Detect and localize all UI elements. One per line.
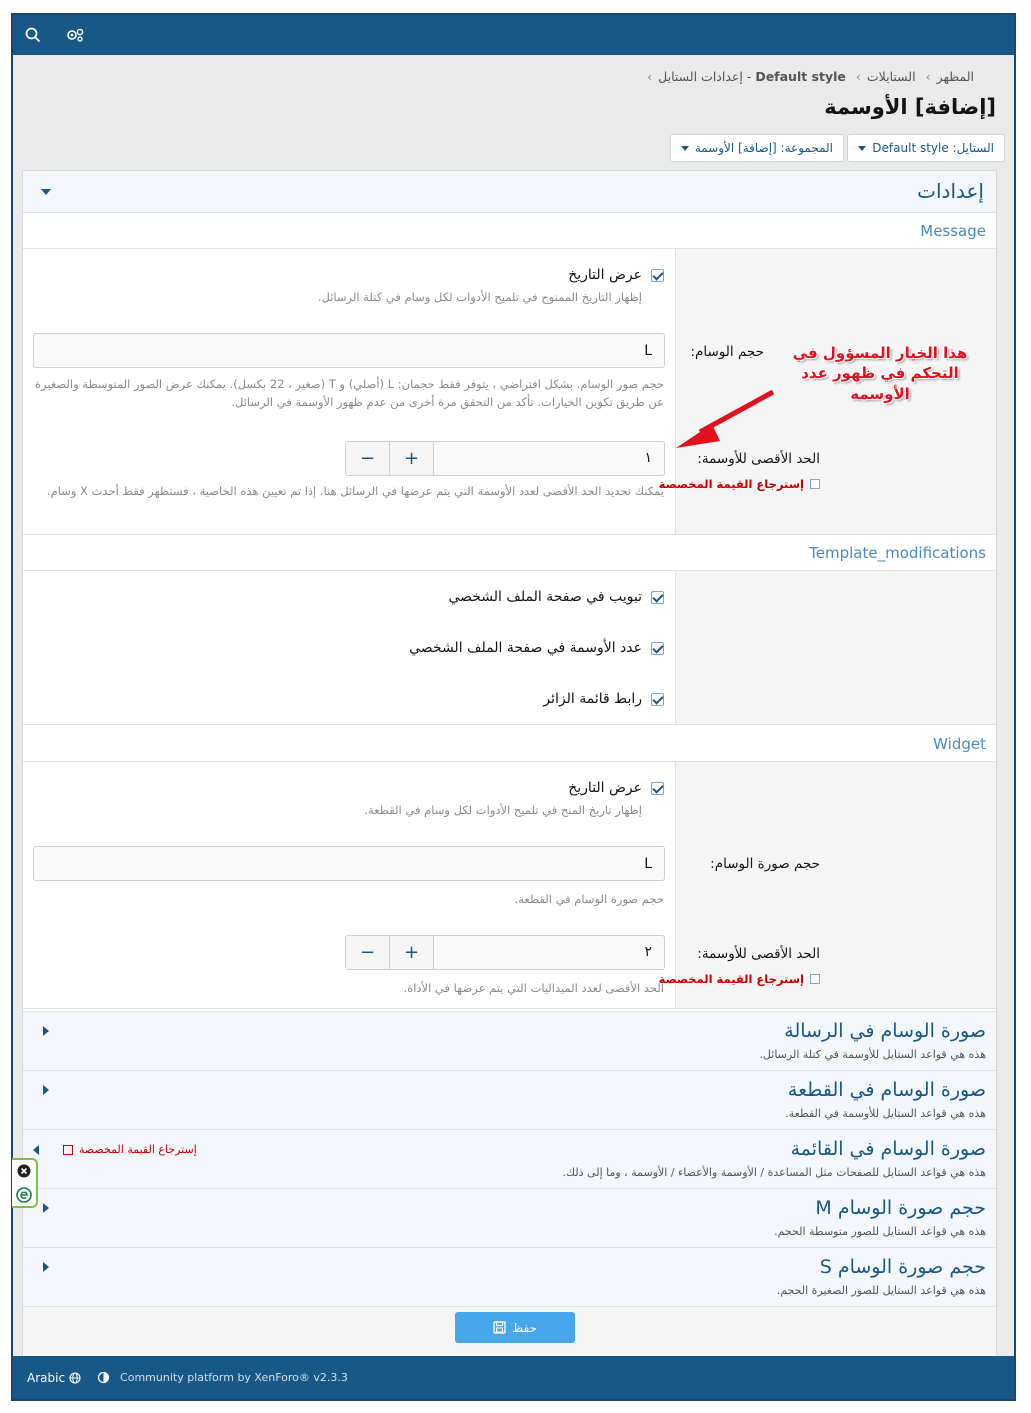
widget-max-stepper[interactable] [345,935,665,970]
message-max-label: الحد الأقصى للأوسمة: [697,451,820,467]
save-button[interactable] [455,1312,575,1343]
group-list-badge-image[interactable] [23,1129,996,1188]
widget-max-value: ٢ [644,944,652,960]
message-max-stepper[interactable] [345,441,665,476]
page-title: [إضافة] الأوسمة [824,95,996,119]
gears-icon[interactable] [65,25,85,45]
widget-max-restore[interactable] [659,972,820,986]
section-title-message: Message [920,222,986,240]
breadcrumb: المظهر› الستايلات› Default style - إعدادات الستايل› [647,69,974,84]
message-show-date-checkbox[interactable] [651,269,664,282]
annotation-text: هذا الخيار المسؤول في التحكم في ظهور عدد الأوسمه [792,344,968,403]
chevron-down-icon [858,146,866,151]
floating-side-widget[interactable] [12,1158,38,1208]
chevron-down-icon [681,146,689,151]
search-icon[interactable] [23,25,43,45]
widget-options-row [23,762,996,1009]
group-filter-button[interactable] [670,134,844,162]
chevron-right-icon[interactable] [43,1026,49,1036]
settings-block-header[interactable] [23,171,996,213]
app-window [11,13,1016,1401]
restore-checkbox[interactable] [63,1145,73,1155]
group-description: هذه هي قواعد الستايل للصور الصغيرة الحجم. [776,1284,986,1297]
group-medium-size[interactable] [23,1188,996,1247]
message-max-restore[interactable] [659,477,820,491]
widget-max-restore-text: إسترجاع القيمة المخصصة [658,972,804,986]
group-list-restore-text: إسترجاع القيمة المخصصة [79,1143,197,1156]
widget-max-label: الحد الأقصى للأوسمة: [697,946,820,962]
group-title: حجم صورة الوسام M [815,1197,986,1219]
message-show-date-hint: إظهار التاريخ الممنوح في تلميح الأدوات لكل وسام في كتلة الرسائل. [317,290,642,304]
widget-size-value: L [644,855,652,872]
widget-max-hint: الحد الأقصى لعدد الميداليات التي يتم عرضها في الأداة. [403,981,664,995]
group-small-size[interactable] [23,1247,996,1306]
breadcrumb-style-settings[interactable]: - إعدادات الستايل [658,69,752,84]
widget-size-label: حجم صورة الوسام: [710,856,820,872]
widget-show-date-label[interactable]: عرض التاريخ [568,780,642,796]
profile-tab-checkbox[interactable] [651,591,664,604]
section-title-template-modifications: Template_modifications [809,544,986,562]
form-submit-row [23,1306,996,1354]
profile-count-checkbox[interactable] [651,642,664,655]
group-widget-badge-image[interactable] [23,1070,996,1129]
footer-bar [13,1356,1014,1399]
chevron-right-icon[interactable] [33,1145,39,1155]
main-content [13,55,1014,1358]
message-max-hint: يمكنك تحديد الحد الأقصى لعدد الأوسمة التي يتم عرضها في الرسائل هنا. إذا تم تعيين هذه الخاصية ، فستظهر فقط أحدث X وسام. [46,484,664,498]
group-description: هذه هي قواعد الستايل للأوسمة في كتلة الرسائل. [759,1048,986,1061]
decrement-button[interactable]: − [346,936,390,969]
group-message-badge-image[interactable] [23,1011,996,1070]
stepper-buttons [346,936,434,969]
template-modifications-row [23,571,996,725]
label-column [658,762,996,1008]
message-size-label: حجم الوسام: [690,344,764,360]
settings-block-title: إعدادات [917,179,984,203]
message-size-input[interactable] [33,333,665,368]
group-filter-label: المجموعة: [إضافة] الأوسمة [694,141,833,155]
restore-checkbox[interactable] [810,479,820,489]
chevron-right-icon[interactable] [43,1203,49,1213]
chevron-down-icon[interactable] [41,189,51,195]
footer-credit[interactable]: Community platform by XenForo® v2.3.3 [120,1371,348,1384]
message-max-restore-text: إسترجاع القيمة المخصصة [658,477,804,491]
message-show-date-label[interactable]: عرض التاريخ [568,267,642,283]
profile-count-label[interactable]: عدد الأوسمة في صفحة الملف الشخصي [409,640,642,656]
close-icon[interactable] [17,1164,31,1178]
widget-show-date-hint: إظهار تاريخ المنح في تلميح الأدوات لكل وسام في القطعة. [364,803,642,817]
globe-icon [69,1372,81,1384]
section-header-message [23,213,996,249]
language-label: Arabic [27,1370,66,1385]
message-size-value: L [644,342,652,359]
style-filter-button[interactable] [847,134,1005,162]
theme-toggle-icon[interactable] [97,1371,110,1384]
style-filter-label: الستايل: Default style [872,141,994,155]
section-title-widget: Widget [933,735,986,753]
widget-size-hint: حجم صورة الوسام في القطعة. [514,892,664,906]
section-header-template-modifications [23,535,996,571]
message-max-value: ١ [644,450,652,466]
save-label: حفظ [512,1320,537,1335]
message-size-hint: حجم صور الوسام. بشكل افتراضي ، يتوفر فقط حجمان: L (أصلي) و T (صغير ، 22 بكسل). يمكنك عرض الصور المتوسطة والصغيرة عن طريق تكوين الخيارات. تأكد من التحقق مرة أخرى من عدم ظهور الأوسمة في الرسائل. [35,377,664,410]
language-chooser[interactable] [27,1371,81,1385]
increment-button[interactable]: + [390,936,434,969]
group-description: هذه هي قواعد الستايل للصفحات مثل المساعدة / الأوسمة والأعضاء / الأوسمة ، وما إلى ذلك. [562,1166,986,1179]
increment-button[interactable]: + [390,442,434,475]
group-title: صورة الوسام في الرسالة [784,1020,986,1042]
extension-icon[interactable] [16,1187,32,1203]
group-list-restore[interactable] [33,1143,197,1156]
group-title: حجم صورة الوسام S [819,1256,986,1278]
widget-show-date-checkbox[interactable] [651,782,664,795]
group-description: هذه هي قواعد الستايل للأوسمة في القطعة. [785,1107,986,1120]
breadcrumb-style-name[interactable]: Default style [755,69,846,84]
stepper-buttons [346,442,434,475]
decrement-button[interactable]: − [346,442,390,475]
visitor-menu-link-checkbox[interactable] [651,693,664,706]
group-title: صورة الوسام في القائمة [790,1138,986,1160]
chevron-right-icon[interactable] [43,1085,49,1095]
chevron-right-icon[interactable] [43,1262,49,1272]
breadcrumb-styles[interactable]: الستايلات [866,69,916,84]
label-column [675,571,996,724]
restore-checkbox[interactable] [810,974,820,984]
profile-tab-label[interactable]: تبويب في صفحة الملف الشخصي [448,589,642,605]
section-header-widget [23,726,996,762]
visitor-menu-link-label[interactable]: رابط قائمة الزائر [543,691,642,707]
group-description: هذه هي قواعد الستايل للصور متوسطة الحجم. [774,1225,986,1238]
breadcrumb-appearance[interactable]: المظهر [936,69,974,84]
top-navigation-bar [13,15,1014,55]
widget-size-input[interactable] [33,846,665,881]
save-icon [493,1321,506,1334]
group-title: صورة الوسام في القطعة [787,1079,986,1101]
